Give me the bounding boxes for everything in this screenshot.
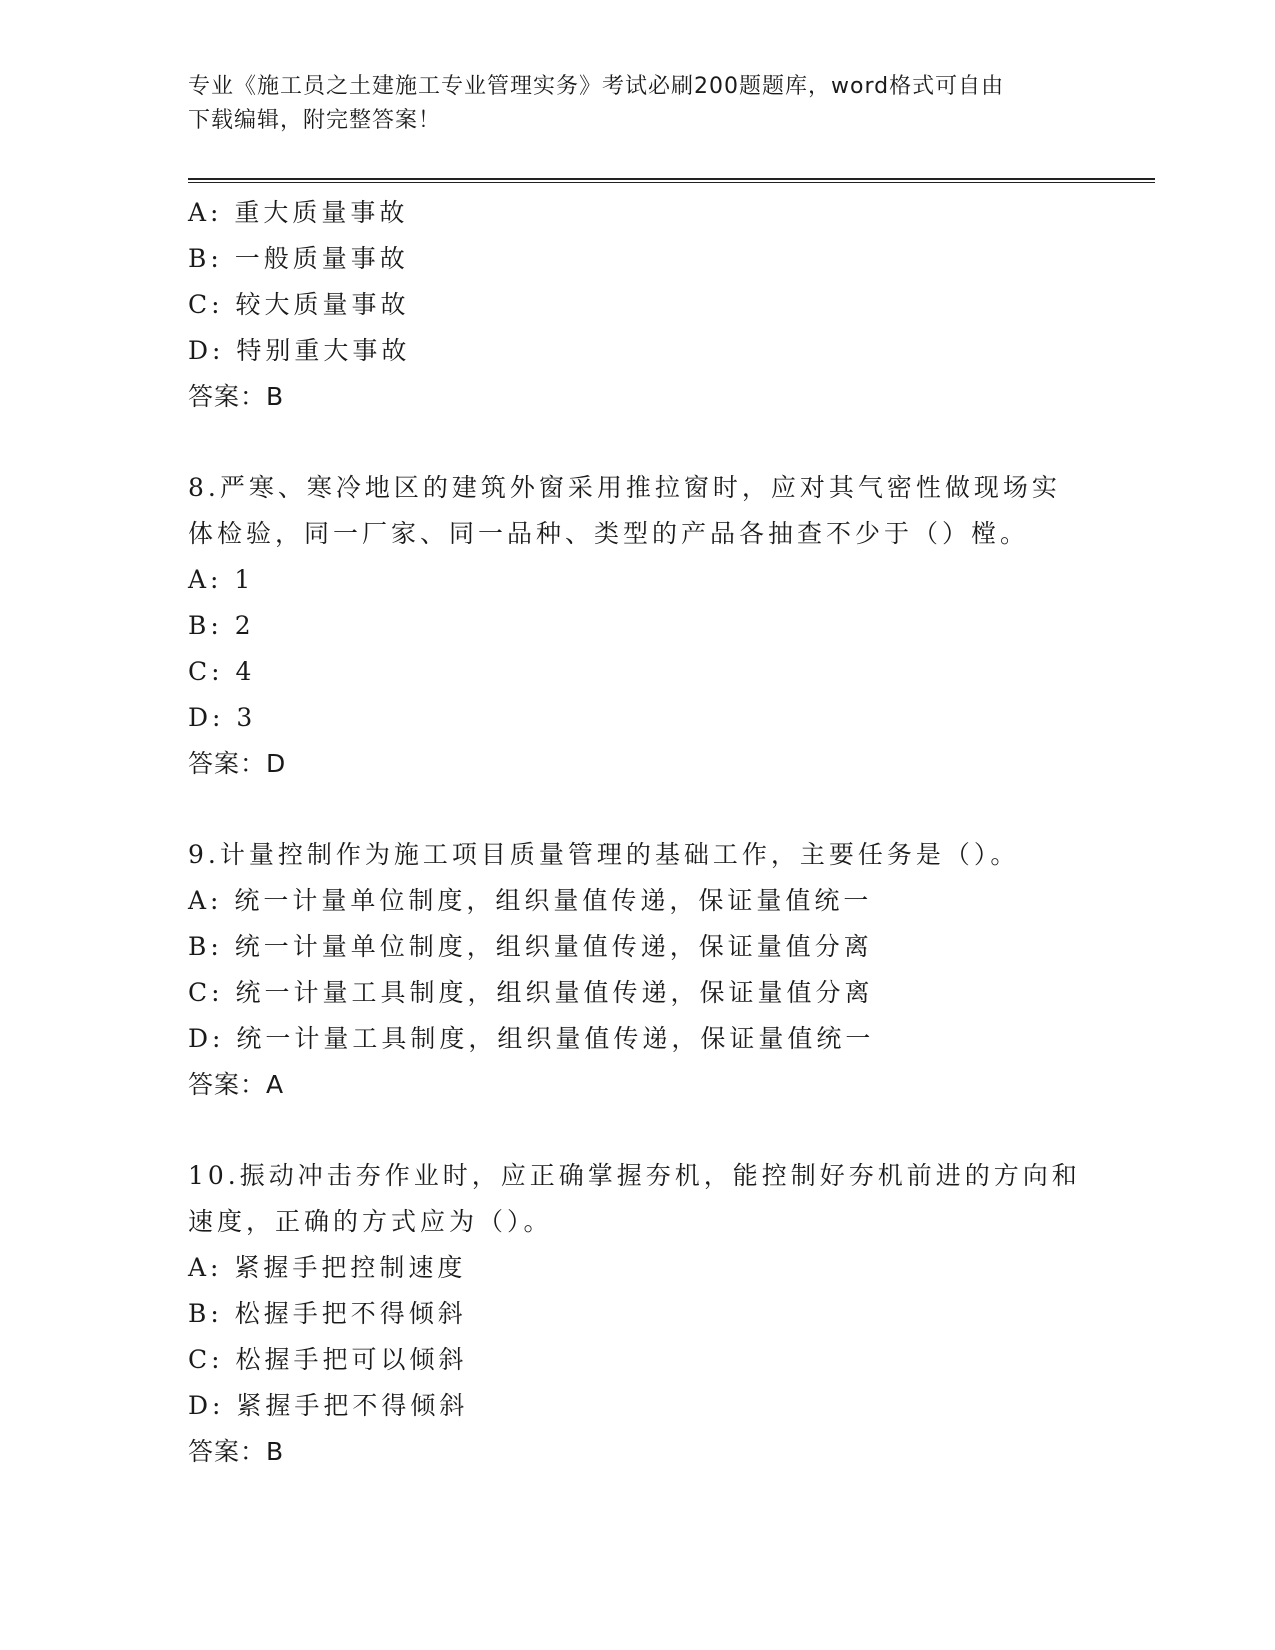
option-d: D: 特别重大事故 xyxy=(188,336,411,365)
question-list xyxy=(188,190,1148,1475)
option-b: B: 2 xyxy=(188,611,255,640)
question-stem: 9.计量控制作为施工项目质量管理的基础工作，主要任务是（）。 xyxy=(188,840,1020,869)
question-stem-continued: 速度，正确的方式应为（）。 xyxy=(188,1207,553,1236)
question-stem: 10.振动冲击夯作业时，应正确掌握夯机，能控制好夯机前进的方向和 xyxy=(188,1161,1081,1190)
question-spacer xyxy=(188,787,1148,832)
header-line-2: 下载编辑，附完整答案！ xyxy=(188,108,442,133)
option-b: B: 统一计量单位制度，组织量值传递，保证量值分离 xyxy=(188,932,873,961)
document-header xyxy=(188,70,1088,138)
option-c: C: 较大质量事故 xyxy=(188,290,410,319)
question-7 xyxy=(188,190,1148,420)
question-9 xyxy=(188,832,1148,1108)
option-d: D: 统一计量工具制度，组织量值传递，保证量值统一 xyxy=(188,1024,875,1053)
question-stem-continued: 体检验，同一厂家、同一品种、类型的产品各抽查不少于（）樘。 xyxy=(188,519,1030,548)
option-d: D: 3 xyxy=(188,703,257,732)
option-d: D: 紧握手把不得倾斜 xyxy=(188,1391,469,1420)
answer: 答案：B xyxy=(188,1437,285,1466)
answer: 答案：D xyxy=(188,749,287,778)
question-spacer xyxy=(188,1108,1148,1153)
option-b: B: 一般质量事故 xyxy=(188,244,409,273)
option-b: B: 松握手把不得倾斜 xyxy=(188,1299,467,1328)
option-c: C: 统一计量工具制度，组织量值传递，保证量值分离 xyxy=(188,978,874,1007)
header-line-1: 专业《施工员之土建施工专业管理实务》考试必刷200题题库，word格式可自由 xyxy=(188,74,1005,99)
answer: 答案：B xyxy=(188,382,285,411)
question-spacer xyxy=(188,420,1148,465)
header-divider xyxy=(188,178,1155,183)
option-a: A: 统一计量单位制度，组织量值传递，保证量值统一 xyxy=(188,886,873,915)
answer: 答案：A xyxy=(188,1070,285,1099)
option-a: A: 紧握手把控制速度 xyxy=(188,1253,467,1282)
option-c: C: 松握手把可以倾斜 xyxy=(188,1345,468,1374)
option-a: A: 1 xyxy=(188,565,255,594)
question-stem: 8.严寒、寒冷地区的建筑外窗采用推拉窗时，应对其气密性做现场实 xyxy=(188,473,1061,502)
option-c: C: 4 xyxy=(188,657,256,686)
question-10 xyxy=(188,1153,1148,1475)
option-a: A: 重大质量事故 xyxy=(188,198,409,227)
question-8 xyxy=(188,465,1148,787)
